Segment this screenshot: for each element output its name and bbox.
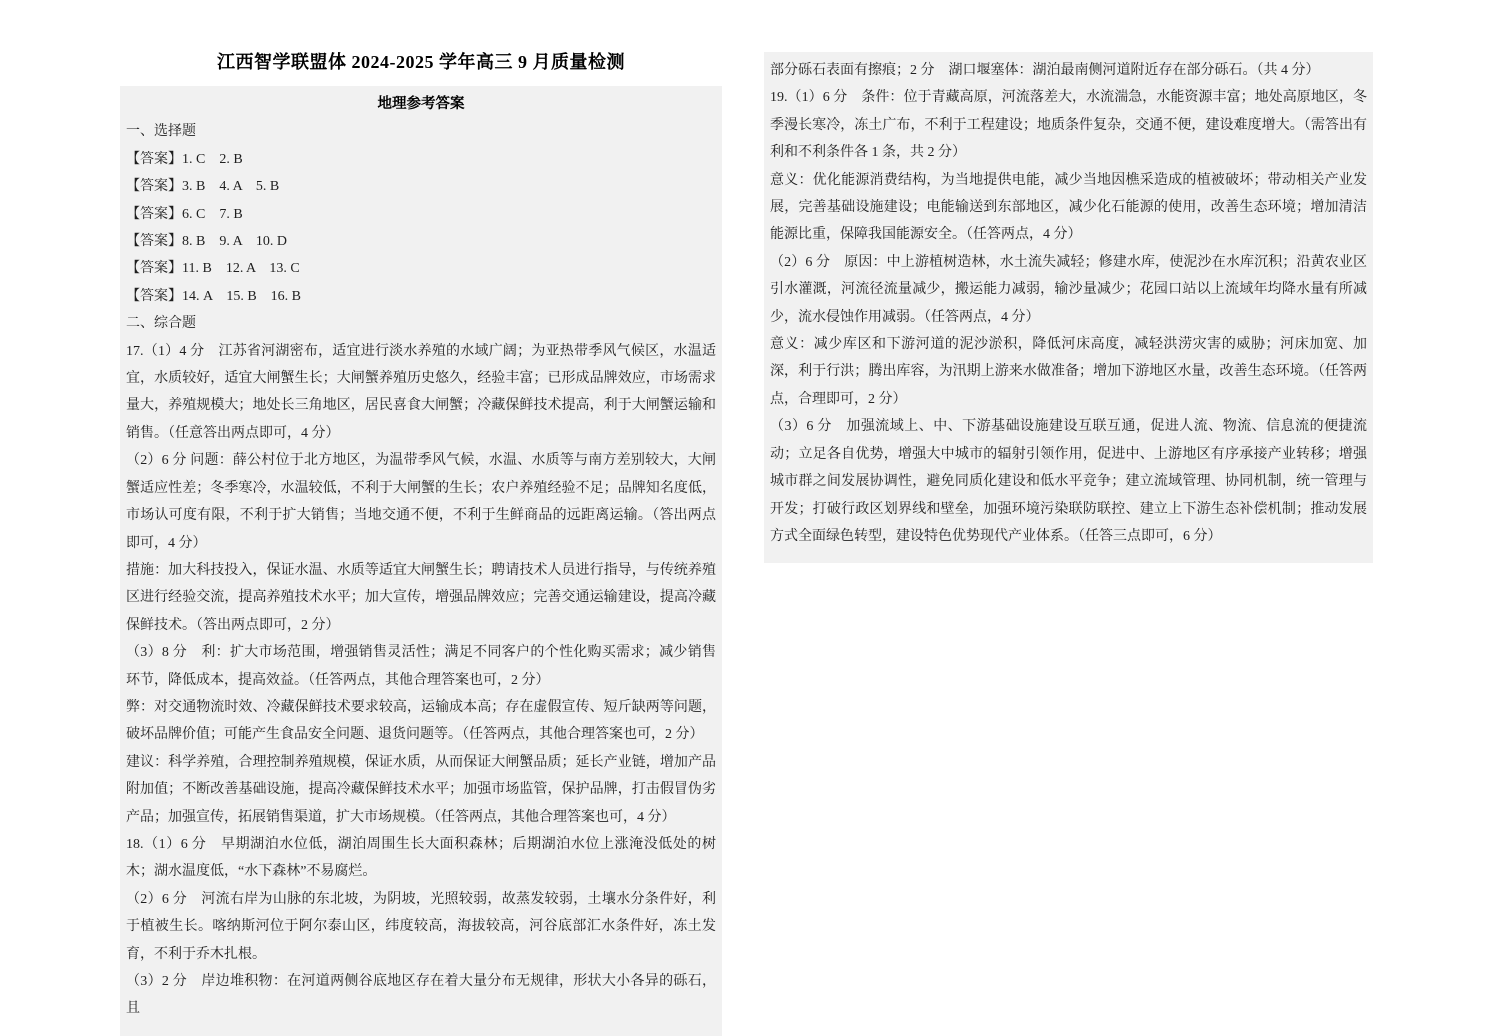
answer-paragraph-19-1-significance: 意义：优化能源消费结构，为当地提供电能，减少当地因樵采造成的植被破坏；带动相关产业发展，完善基础设施建设；电能输送到东部地区，减少化石能源的使用，改善生态环境；增加清洁能源比重，保障我国能源安全。（任答两点，4 分）	[770, 172, 1367, 243]
answer-paragraph-17-3-cons: 弊：对交通物流时效、冷藏保鲜技术要求较高，运输成本高；存在虚假宣传、短斤缺两等问题，破坏品牌价值；可能产生食品安全问题、退货问题等。（任答两点，其他合理答案也可，2 分）	[126, 699, 716, 743]
choice-answer-line: 【答案】3. B 4. A 5. B	[126, 179, 280, 195]
left-answer-block	[120, 86, 722, 1036]
answer-paragraph-19-1-conditions: 19.（1）6 分 条件：位于青藏高原，河流落差大，水流湍急，水能资源丰富；地处高原地区，冬季漫长寒冷，冻土广布，不利于工程建设；地质条件复杂，交通不便，建设难度增大。（需答出有利和不利条件各 1 条，共 2 分）	[770, 90, 1367, 161]
answer-paragraph-18-1: 18.（1）6 分 早期湖泊水位低，湖泊周围生长大面积森林；后期湖泊水位上涨淹没低处的树木；湖水温度低，“水下森林”不易腐烂。	[126, 836, 716, 880]
answer-paragraph-18-3-continued: 部分砾石表面有擦痕；2 分 湖口堰塞体：湖泊最南侧河道附近存在部分砾石。（共 4 分）	[770, 63, 1320, 78]
choice-answer-line: 【答案】14. A 15. B 16. B	[126, 288, 302, 304]
answer-paragraph-17-2-problems: （2）6 分 问题：薛公村位于北方地区，为温带季风气候，水温、水质等与南方差别较大，大闸蟹适应性差；冬季寒冷，水温较低，不利于大闸蟹的生长；农户养殖经验不足；品牌知名度低，市场认可度有限，不利于扩大销售；当地交通不便，不利于生鲜商品的远距离运输。（答出两点即可，4 分）	[126, 453, 716, 551]
choice-answer-line: 【答案】6. C 7. B	[126, 206, 243, 222]
choice-answer-line: 【答案】1. C 2. B	[126, 151, 243, 167]
choice-answer-line: 【答案】11. B 12. A 13. C	[126, 261, 300, 277]
answer-paragraph-17-1: 17.（1）4 分 江苏省河湖密布，适宜进行淡水养殖的水域广阔；为亚热带季风气候区，水温适宜，水质较好，适宜大闸蟹生长；大闸蟹养殖历史悠久，经验丰富；已形成品牌效应，市场需求量大，养殖规模大；地处长三角地区，居民喜食大闸蟹；冷藏保鲜技术提高，利于大闸蟹运输和销售。（任意答出两点即可，4 分）	[126, 343, 716, 441]
answer-paragraph-17-2-measures: 措施：加大科技投入，保证水温、水质等适宜大闸蟹生长；聘请技术人员进行指导，与传统养殖区进行经验交流，提高养殖技术水平；加大宣传，增强品牌效应；完善交通运输建设，提高冷藏保鲜技术。（答出两点即可，2 分）	[126, 562, 716, 633]
right-answer-block	[764, 52, 1373, 563]
answer-paragraph-17-3-pros: （3）8 分 利：扩大市场范围，增强销售灵活性；满足不同客户的个性化购买需求；减少销售环节，降低成本，提高效益。（任答两点，其他合理答案也可，2 分）	[126, 645, 716, 688]
answer-paragraph-18-2: （2）6 分 河流右岸为山脉的东北坡，为阴坡，光照较弱，故蒸发较弱，土壤水分条件好，利于植被生长。喀纳斯河位于阿尔泰山区，纬度较高，海拔较高，河谷底部汇水条件好，冻土发育，不利于乔木扎根。	[126, 891, 716, 962]
answer-paragraph-19-3: （3）6 分 加强流域上、中、下游基础设施建设互联互通，促进人流、物流、信息流的便捷流动；立足各自优势，增强大中城市的辐射引领作用，促进中、上游地区有序承接产业转移；增强城市群之间发展协调性，避免同质化建设和低水平竞争；建立流域管理、协同机制，统一管理与开发；打破行政区划界线和壁垒，加强环境污染联防联控、建立上下游生态补偿机制；推动发展方式全面绿色转型，建设特色优势现代产业体系。（任答三点即可，6 分）	[770, 419, 1367, 544]
page-title: 江西智学联盟体 2024-2025 学年高三 9 月质量检测	[217, 52, 625, 72]
answer-paragraph-19-2-reasons: （2）6 分 原因：中上游植树造林，水土流失减轻；修建水库，使泥沙在水库沉积；沿黄农业区引水灌溉，河流径流量减少，搬运能力减弱，输沙量减少；花园口站以上流域年均降水量有所减少，流水侵蚀作用减弱。（任答两点，4 分）	[770, 254, 1367, 325]
answer-paragraph-18-3: （3）2 分 岸边堆积物：在河道两侧谷底地区存在着大量分布无规律，形状大小各异的砾石，且	[126, 974, 716, 1017]
section-heading-comprehensive: 二、综合题	[126, 316, 196, 332]
answer-key-subtitle: 地理参考答案	[377, 96, 465, 112]
section-heading-choice: 一、选择题	[126, 124, 196, 140]
choice-answer-line: 【答案】8. B 9. A 10. D	[126, 234, 288, 250]
answer-paragraph-19-2-significance: 意义：减少库区和下游河道的泥沙淤积，降低河床高度，减轻洪涝灾害的威胁；河床加宽、加深，利于行洪；腾出库容，为汛期上游来水做准备；增加下游地区水量，改善生态环境。（任答两点，合理即可，2 分）	[770, 337, 1367, 407]
answer-paragraph-17-3-suggestions: 建议：科学养殖，合理控制养殖规模，保证水质，从而保证大闸蟹品质；延长产业链，增加产品附加值；不断改善基础设施，提高冷藏保鲜技术水平；加强市场监管，保护品牌，打击假冒伪劣产品；加强宣传，拓展销售渠道，扩大市场规模。（任答两点，其他合理答案也可，4 分）	[126, 754, 716, 825]
